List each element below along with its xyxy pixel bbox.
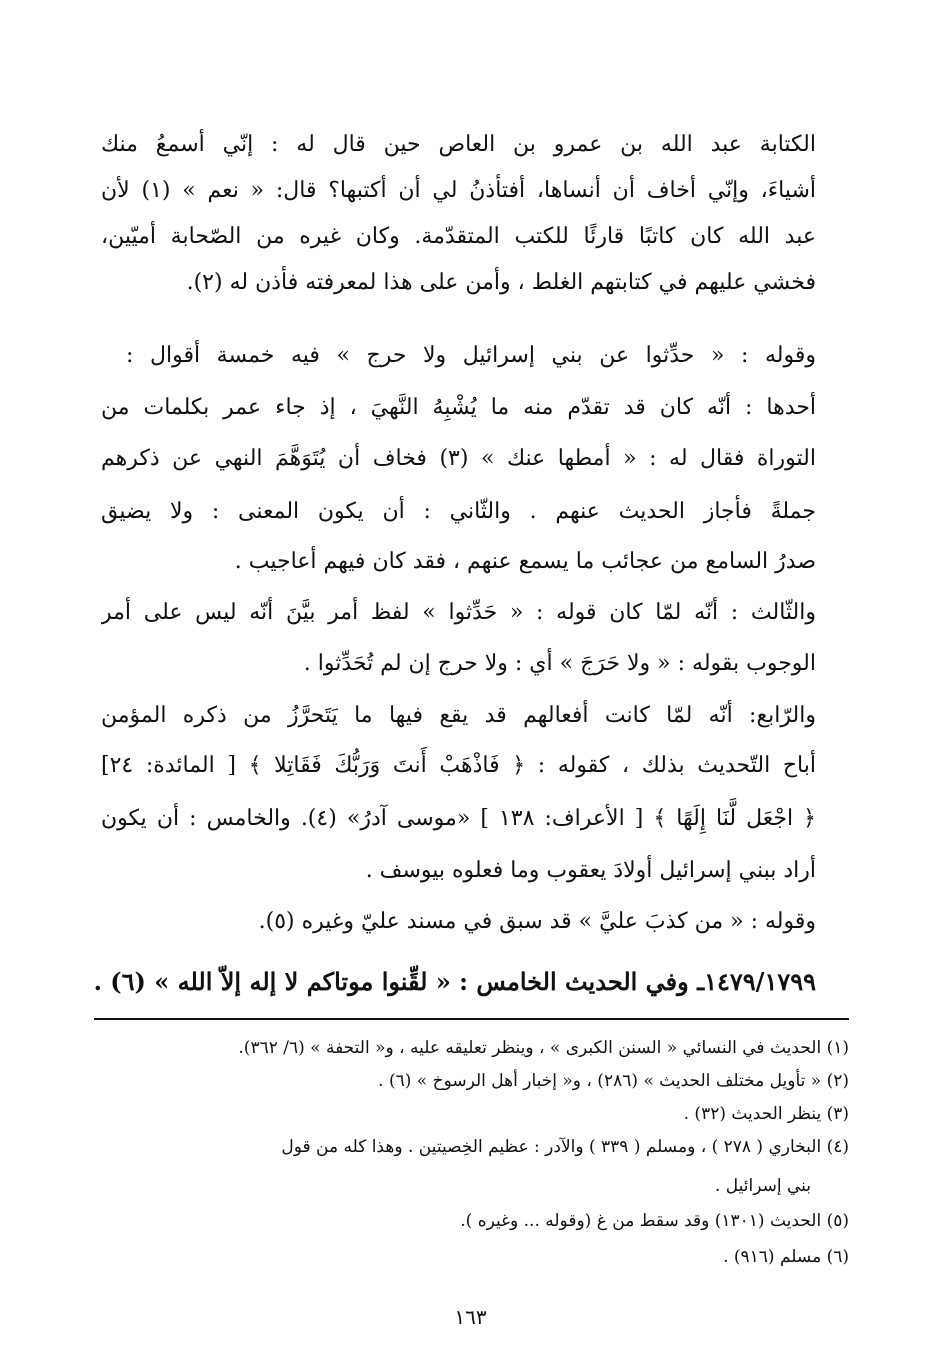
body-line: عبد الله كان كاتبًا قارئًا للكتب المتقدّمة. وكان غيره من الصّحابة أميّين، (101, 224, 816, 249)
footnote-separator (94, 1018, 849, 1020)
body-line: الوجوب بقوله : « ولا حَرَجَ » أي : ولا حرج إن لم تُحَدِّثوا . (303, 651, 816, 676)
body-line: وقوله : « حدِّثوا عن بني إسرائيل ولا حرج » فيه خمسة أقوال : (126, 343, 816, 368)
body-line: فخشي عليهم في كتابتهم الغلط ، وأمن على هذا لمعرفته فأذن له (٢). (186, 270, 816, 295)
body-line: أحدها : أنّه كان قد تقدّم منه ما يُشْبِهُ النَّهيَ ، إذ جاء عمر بكلمات من (101, 395, 816, 420)
body-line: ﴿ اجْعَل لَّنَا إِلَهًا ﴾ [ الأعراف: ١٣٨ ] «موسى آدرُ» (٤). والخامس : أن يكون (101, 806, 816, 831)
page-number: ١٦٣ (454, 1305, 487, 1329)
footnote: (٥) الحديث (١٣٠١) وقد سقط من غ (وقوله ... وغيره ). (460, 1211, 849, 1231)
footnote: (٣) ينظر الحديث (٣٢) . (683, 1104, 849, 1124)
body-line: جملةً فأجاز الحديث عنهم . والثّاني : أن يكون المعنى : ولا يضيق (101, 499, 816, 524)
body-line: وقوله : « من كذبَ عليَّ » قد سبق في مسند عليّ وغيره (٥). (258, 909, 816, 934)
body-line: الكتابة عبد الله بن عمرو بن العاص حين قال له : إنّي أسمعُ منك (101, 132, 816, 157)
body-line: والثّالث : أنّه لمّا كان قوله : « حَدِّثوا » لفظ أمر بيَّنَ أنّه ليس على أمر (101, 600, 816, 625)
footnote: (٢) « تأويل مختلف الحديث » (٢٨٦) ، و« إخبار أهل الرسوخ » (٦) . (378, 1071, 849, 1091)
body-line: أشياءَ، وإنّي أخاف أن أنساها، أفتأذنُ لي أن أكتبها؟ قال: « نعم » (١) لأن (101, 178, 816, 203)
body-line: أباح التّحديث بذلك ، كقوله : ﴿ فَاذْهَبْ أَنتَ وَرَبُّكَ فَقَاتِلا ﴾ [ المائدة: ٢٤] (101, 753, 816, 778)
hadith-heading: ١٤٧٩/١٧٩٩ـ وفي الحديث الخامس : « لقِّنوا موتاكم لا إله إلاّ الله » (٦) . (93, 967, 816, 996)
footnote: (٤) البخاري ( ٢٧٨ ) ، ومسلم ( ٣٣٩ ) والآدر : عظيم الخِصيتين . وهذا كله من قول (281, 1137, 849, 1157)
footnote-continuation: بني إسرائيل . (714, 1176, 811, 1196)
body-line: والرّابع: أنّه لمّا كانت أفعالهم قد يقع فيها ما يَتَحرَّزُ من ذكره المؤمن (101, 703, 816, 728)
footnote: (٦) مسلم (٩١٦) . (723, 1247, 849, 1267)
footnote: (١) الحديث في النسائي « السنن الكبرى » ، وينظر تعليقه عليه ، و« التحفة » (٦/ ٣٦٢). (238, 1038, 849, 1058)
body-line: صدرُ السامع من عجائب ما يسمع عنهم ، فقد كان فيهم أعاجيب . (234, 549, 816, 574)
body-line: التوراة فقال له : « أمطها عنك » (٣) فخاف أن يُتَوَهَّمَ النهي عن ذكرهم (101, 446, 816, 471)
body-line: أراد ببني إسرائيل أولادَ يعقوب وما فعلوه بيوسف . (365, 858, 816, 883)
